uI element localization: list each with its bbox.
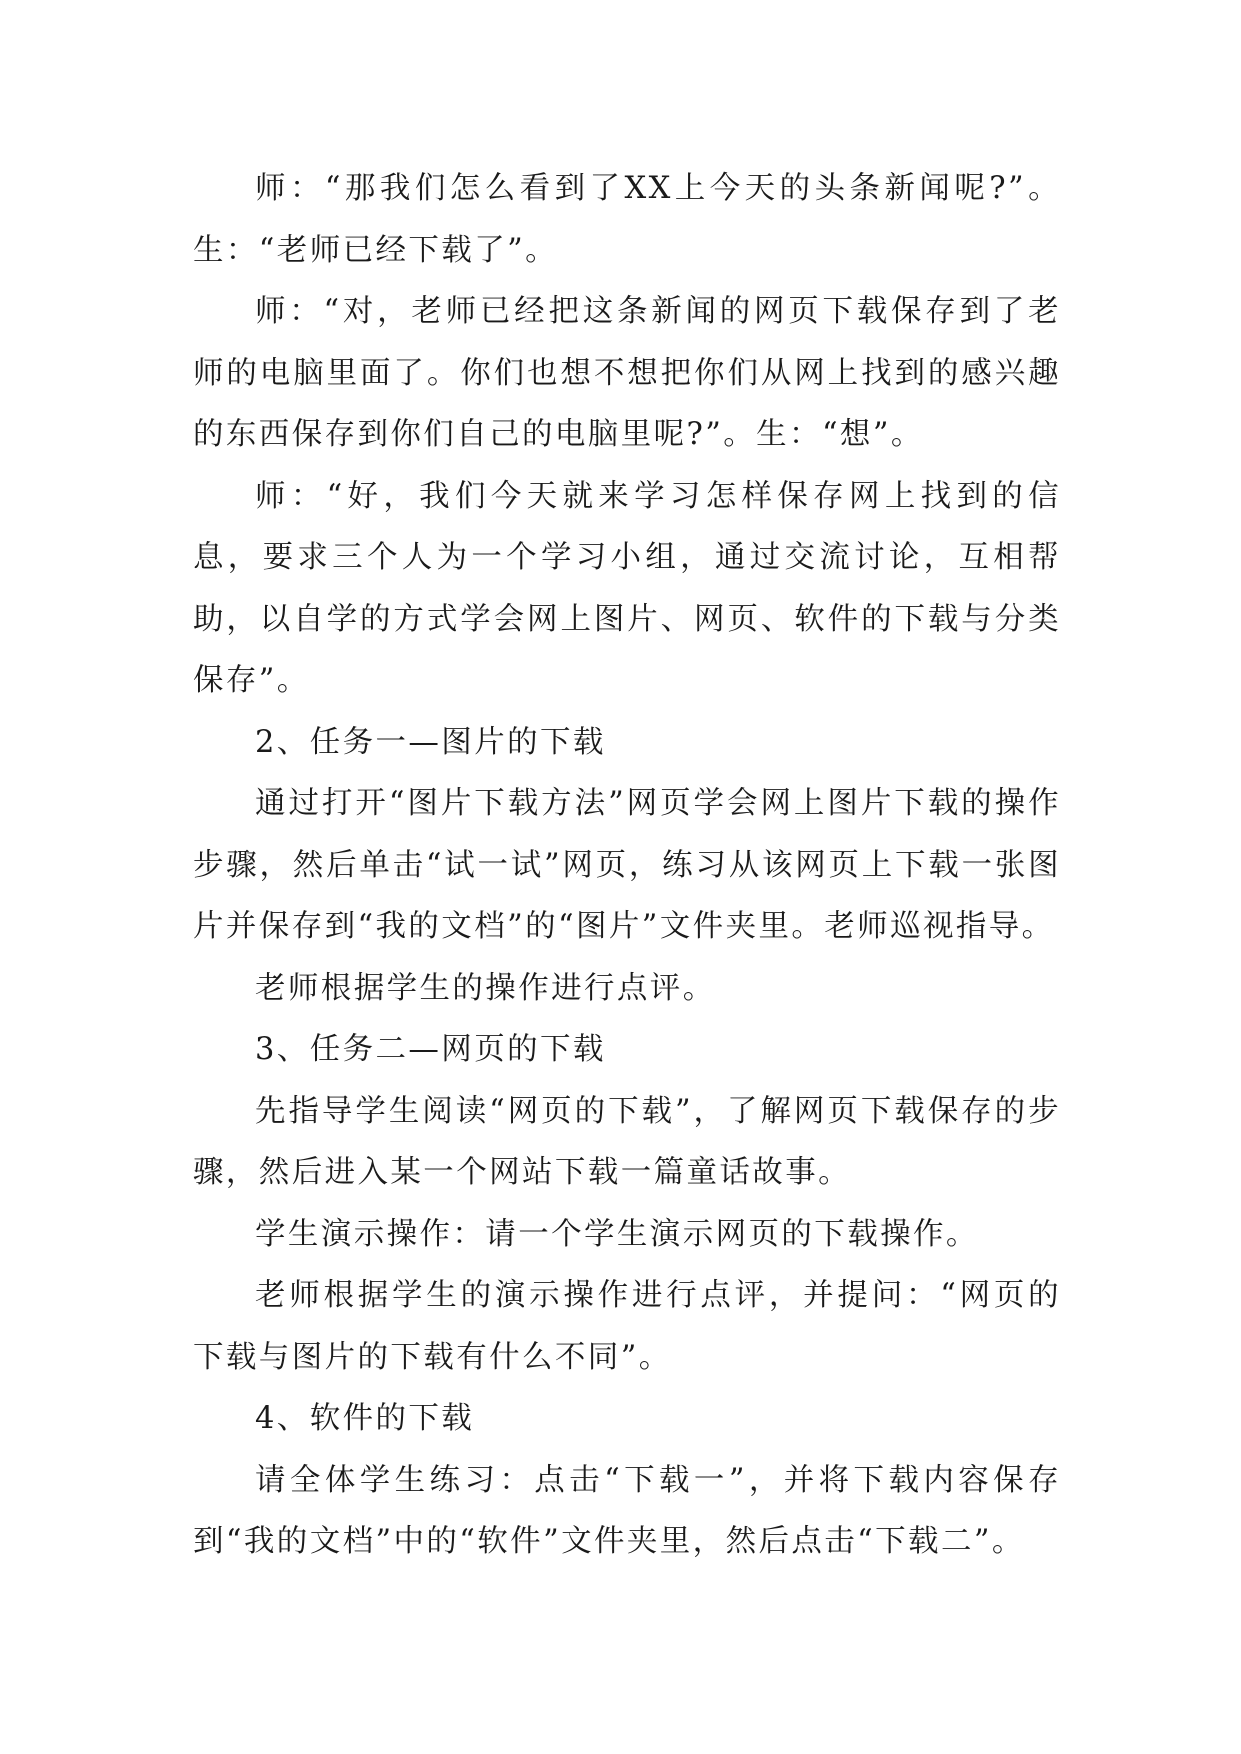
paragraph-student-demo: 学生演示操作：请一个学生演示网页的下载操作。 <box>255 1216 979 1252</box>
section-heading-software: 4、软件的下载 <box>255 1401 475 1436</box>
paragraph-webpage-download: 先指导学生阅读“网页的下载”，了解网页下载保存的步骤，然后进入某一个网站下载一篇童话故事。 <box>193 1093 1061 1190</box>
paragraph-teacher-review-2: 老师根据学生的演示操作进行点评，并提问：“网页的下载与图片的下载有什么不同”。 <box>193 1278 1061 1375</box>
paragraph-dialogue-news: 师：“那我们怎么看到了XX上今天的头条新闻呢?”。生：“老师已经下载了”。 <box>193 171 1061 268</box>
paragraph-dialogue-saved: 师：“对，老师已经把这条新闻的网页下载保存到了老师的电脑里面了。你们也想不想把你们从网上找到的感兴趣的东西保存到你们自己的电脑里呢?”。生：“想”。 <box>193 294 1061 452</box>
paragraph-teacher-review-1: 老师根据学生的操作进行点评。 <box>255 970 716 1006</box>
paragraph-software-download: 请全体学生练习：点击“下载一”，并将下载内容保存到“我的文档”中的“软件”文件夹里，然后点击“下载二”。 <box>193 1462 1061 1559</box>
section-heading-task-one: 2、任务一—图片的下载 <box>255 724 606 760</box>
paragraph-image-download: 通过打开“图片下载方法”网页学会网上图片下载的操作步骤，然后单击“试一试”网页，练习从该网页上下载一张图片并保存到“我的文档”的“图片”文件夹里。老师巡视指导。 <box>193 786 1061 944</box>
paragraph-dialogue-task-intro: 师：“好，我们今天就来学习怎样保存网上找到的信息，要求三个人为一个学习小组，通过交流讨论，互相帮助，以自学的方式学会网上图片、网页、软件的下载与分类保存”。 <box>193 478 1061 698</box>
section-heading-task-two: 3、任务二—网页的下载 <box>255 1032 606 1067</box>
document-body <box>193 158 1061 1573</box>
